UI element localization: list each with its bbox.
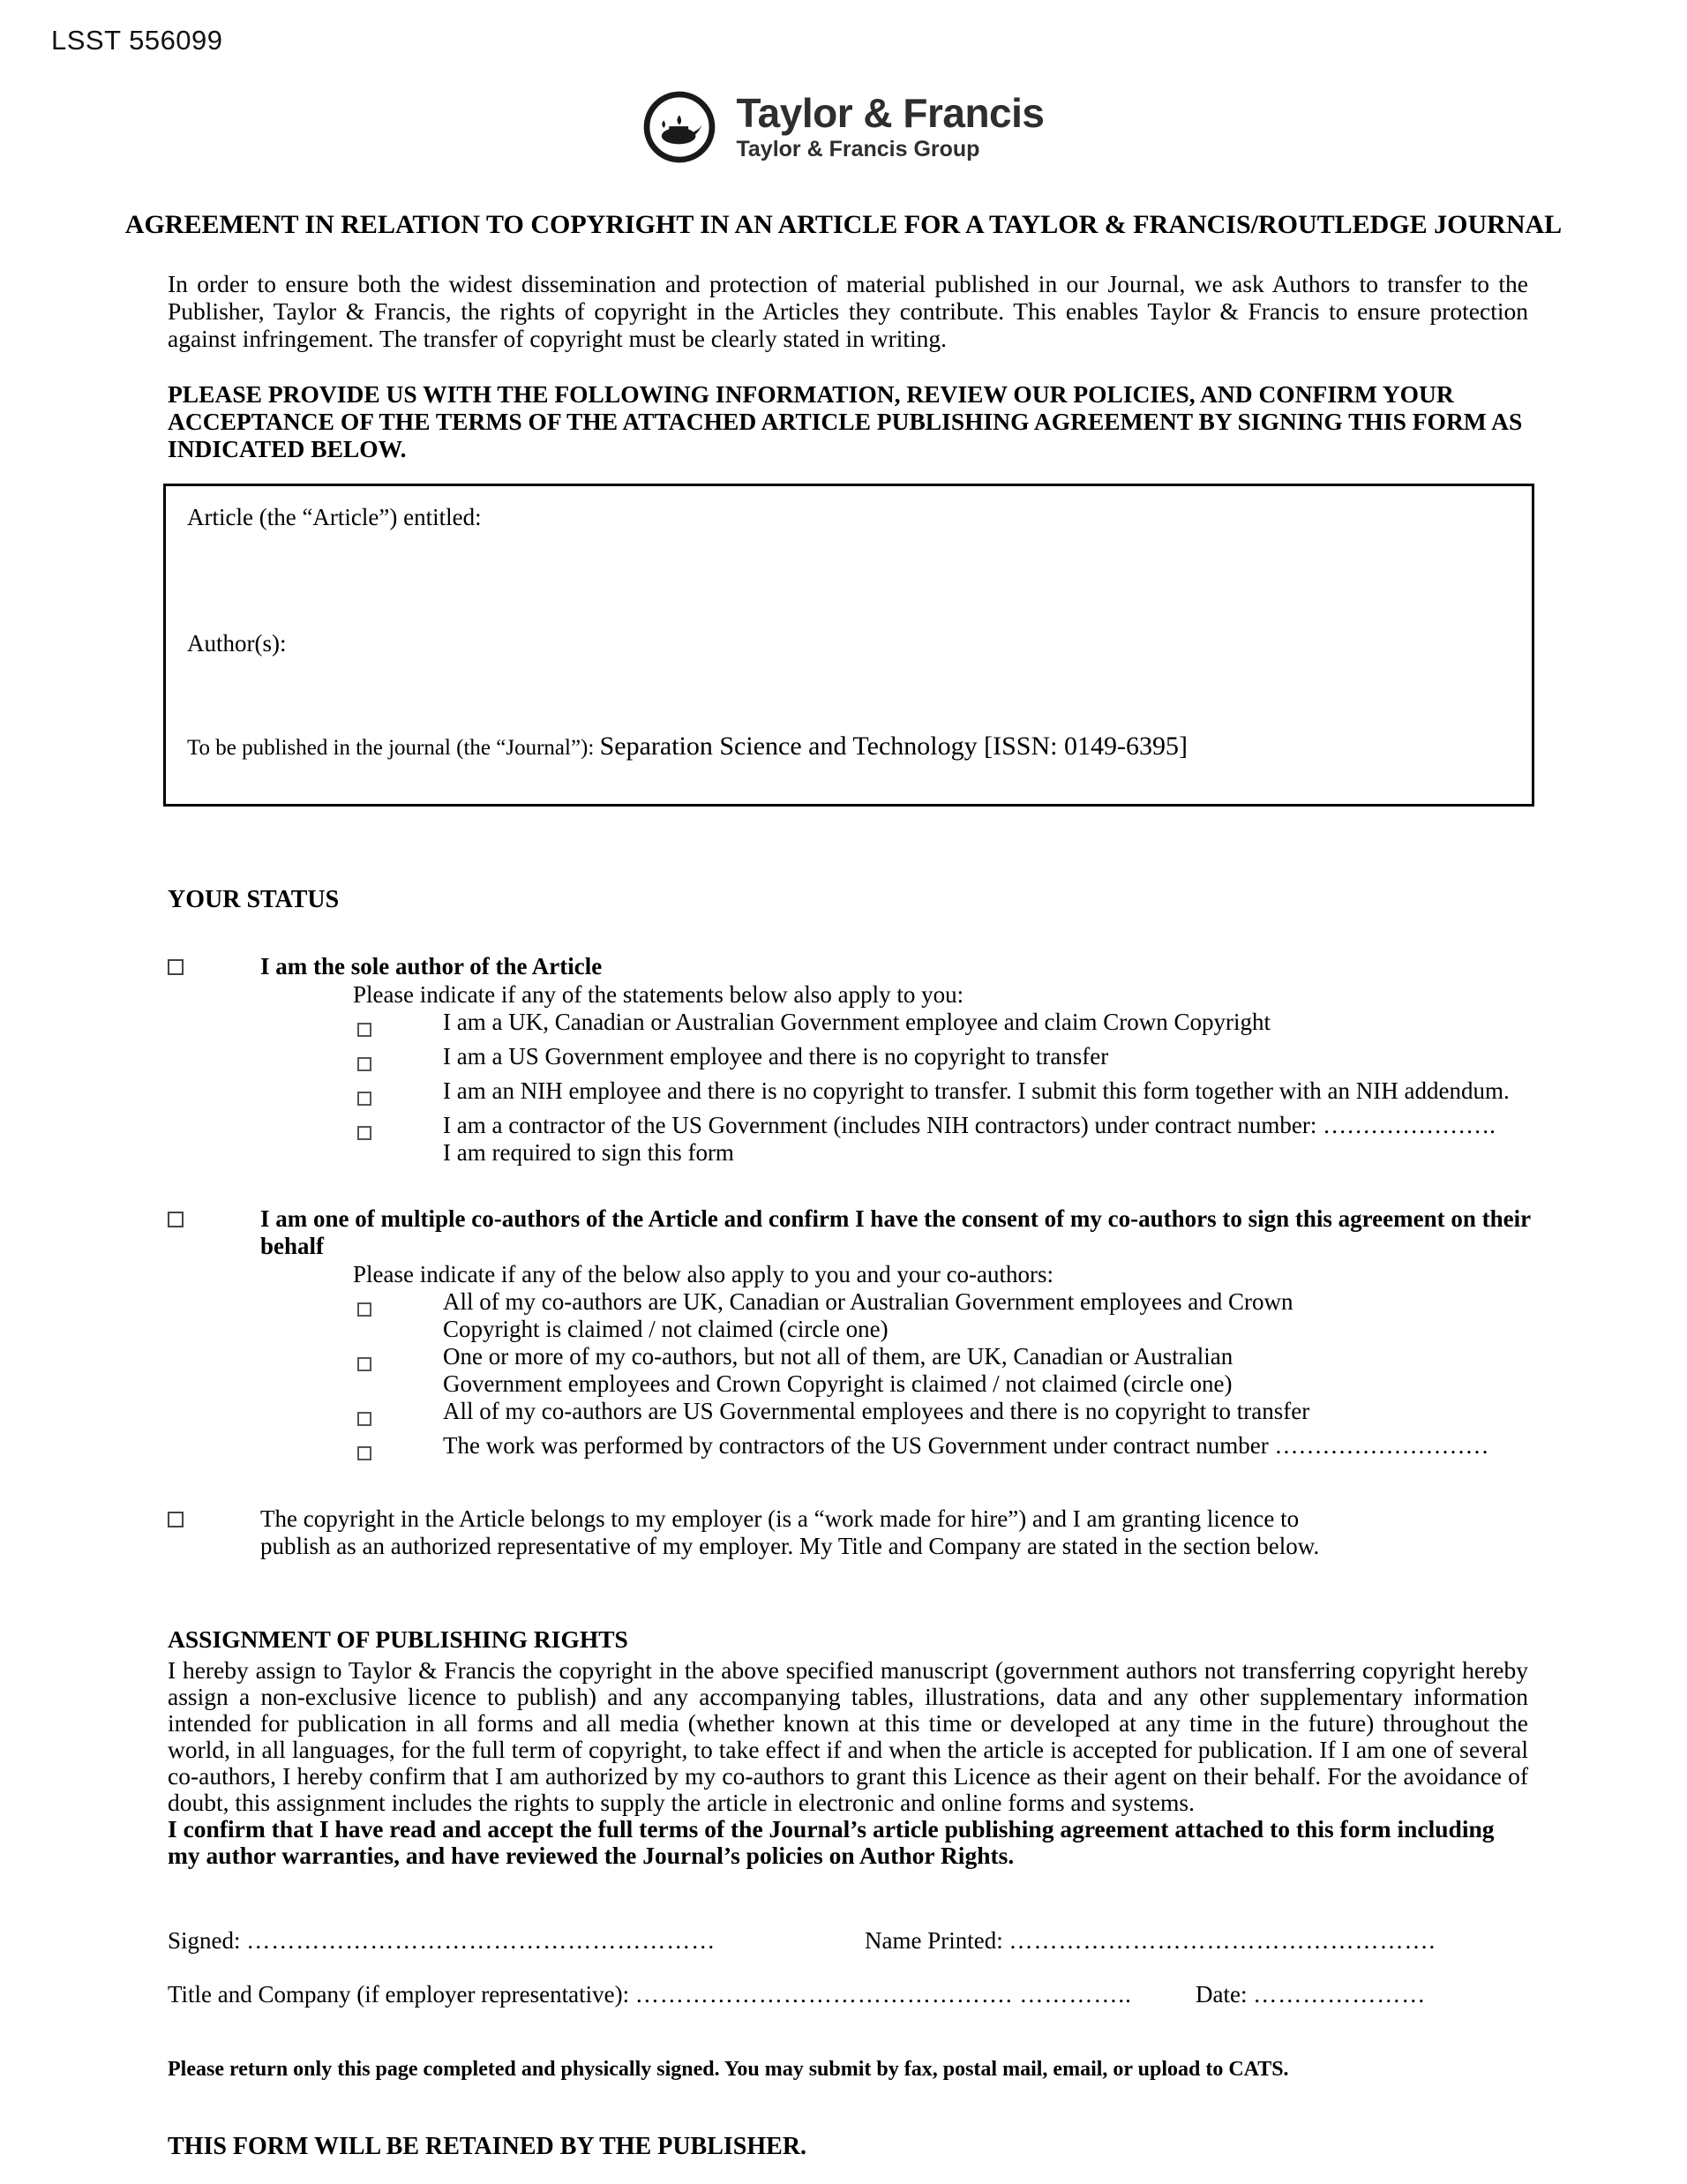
option1-sub3 — [357, 1077, 1535, 1112]
article-info-box — [163, 484, 1534, 807]
assignment-body: I hereby assign to Taylor & Francis the copyright in the above specified manuscript (government authors not transferring copyright hereby assign a non-exclusive licence to publish) and any accompanying tables, illustrations, data and any other supplementary information intended for publication in all forms and all media (whether known at this time or developed at any time in the future) throughout the world, in all languages, for the full term of copyright, to take effect if and when the article is accepted for publication. If I am one of several co-authors, I hereby confirm that I am authorized by my co-authors to grant this Licence as their agent on their behalf. For the avoidance of doubt, this assignment includes the rights to supply the article in electronic and online forms and systems. — [168, 1656, 1528, 1816]
logo-name: Taylor & Francis — [736, 90, 1045, 137]
name-printed-label: Name Printed: — [865, 1927, 1003, 1954]
work-for-hire-line1: The copyright in the Article belongs to my employer (is a “work made for hire”) and I am granting licence to — [260, 1505, 1300, 1532]
option2-sub4 — [357, 1432, 1535, 1467]
journal-value: Separation Science and Technology [ISSN: 0149-6395] — [599, 732, 1188, 761]
all-coauthors-crown-checkbox[interactable] — [357, 1302, 371, 1317]
nih-employee-checkbox[interactable] — [357, 1092, 371, 1106]
option1-sub2 — [357, 1043, 1535, 1077]
option2-intro: Please indicate if any of the below also apply to you and your co-authors: — [353, 1261, 1054, 1287]
option2-sub1-line2: Copyright is claimed / not claimed (circle one) — [443, 1316, 888, 1342]
option2-sub1-line1: All of my co-authors are UK, Canadian or Australian Government employees and Crown — [443, 1288, 1293, 1315]
return-instructions: Please return only this page completed and physically signed. You may submit by fax, postal mail, email, or upload to CATS. — [168, 2058, 1289, 2081]
option1-sub2-text: I am a US Government employee and there is no copyright to transfer — [443, 1043, 1109, 1069]
retained-by-publisher-note: THIS FORM WILL BE RETAINED BY THE PUBLISHER. — [168, 2133, 807, 2160]
journal-line — [187, 732, 1511, 762]
date-line[interactable]: ………………… — [1253, 1981, 1427, 2008]
option1-sub1-text: I am a UK, Canadian or Australian Government employee and claim Crown Copyright — [443, 1009, 1271, 1035]
taylor-francis-lamp-icon — [642, 90, 716, 164]
publisher-logo — [0, 0, 1687, 164]
sole-author-label: I am the sole author of the Article — [260, 953, 603, 979]
option2-sub3 — [357, 1398, 1535, 1432]
signature-row — [168, 1927, 1528, 1955]
some-coauthors-crown-checkbox[interactable] — [357, 1357, 371, 1371]
instructions-notice: PLEASE PROVIDE US WITH THE FOLLOWING INFORMATION, REVIEW OUR POLICIES, AND CONFIRM YOUR ACCEPTANCE OF THE TERMS OF THE ATTACHED ARTICLE PUBLISHING AGREEMENT BY SIGNING THIS FORM AS INDICATED BELOW. — [168, 380, 1523, 462]
article-title-label: Article (the “Article”) entitled: — [187, 504, 482, 530]
signed-line[interactable]: ………………………………………………… — [246, 1927, 716, 1954]
agreement-title: AGREEMENT IN RELATION TO COPYRIGHT IN AN ARTICLE FOR A TAYLOR & FRANCIS/ROUTLEDGE JOURNAL — [124, 210, 1563, 239]
option2-sub3-text: All of my co-authors are US Governmental employees and there is no copyright to transfer — [443, 1398, 1310, 1424]
co-authors-checkbox[interactable] — [168, 1212, 184, 1227]
assignment-heading: ASSIGNMENT OF PUBLISHING RIGHTS — [168, 1625, 628, 1653]
option1-intro: Please indicate if any of the statements below also apply to you: — [353, 981, 964, 1008]
logo-text — [736, 92, 1044, 161]
signed-label: Signed: — [168, 1927, 241, 1954]
assignment-confirmation: I confirm that I have read and accept the full terms of the Journal’s article publishing agreement attached to this form including my author warranties, and have reviewed the Journal’s policies on Author Rights. — [168, 1815, 1495, 1869]
option2-sub1 — [357, 1288, 1535, 1343]
status-option-co-authors — [168, 1205, 1531, 1467]
option1-sub3-text: I am an NIH employee and there is no copyright to transfer. I submit this form together with an NIH addendum. — [443, 1077, 1510, 1104]
all-coauthors-us-gov-checkbox[interactable] — [357, 1412, 371, 1426]
title-company-label: Title and Company (if employer representative): — [168, 1981, 630, 2008]
work-for-hire-checkbox[interactable] — [168, 1512, 184, 1527]
name-printed-line[interactable]: ……………………………………………. — [1008, 1927, 1436, 1954]
option1-sub4 — [357, 1112, 1535, 1167]
uk-gov-employee-checkbox[interactable] — [357, 1023, 371, 1037]
sole-author-checkbox[interactable] — [168, 959, 184, 975]
work-for-hire-line2: publish as an authorized representative of my employer. My Title and Company are stated in the section below. — [260, 1533, 1320, 1559]
title-company-line[interactable]: ………………………………………. ………….. — [634, 1981, 1132, 2008]
us-contractor-checkbox[interactable] — [357, 1126, 371, 1140]
journal-label: To be published in the journal (the “Journal”): — [187, 736, 595, 760]
option2-sub2-line2: Government employees and Crown Copyright is claimed / not claimed (circle one) — [443, 1370, 1233, 1397]
us-gov-contract-work-checkbox[interactable] — [357, 1446, 371, 1460]
us-gov-employee-checkbox[interactable] — [357, 1057, 371, 1071]
option1-sub1 — [357, 1009, 1535, 1043]
status-option-sole-author — [168, 953, 1528, 1167]
authors-label: Author(s): — [187, 630, 287, 657]
option1-sub4-line2: I am required to sign this form — [443, 1139, 734, 1166]
option1-sub4-line1: I am a contractor of the US Government (includes NIH contractors) under contract number: …………………. — [443, 1112, 1496, 1138]
intro-paragraph: In order to ensure both the widest dissemination and protection of material published in our Journal, we ask Authors to transfer to the Publisher, Taylor & Francis, the rights of copyright in the Articles they contribute. This enables Taylor & Francis to ensure protection against infringement. The transfer of copyright must be clearly stated in writing. — [168, 270, 1528, 352]
document-reference: LSST 556099 — [51, 25, 223, 56]
option2-sub2 — [357, 1343, 1535, 1398]
date-label: Date: — [1196, 1981, 1248, 2008]
option2-sub2-line1: One or more of my co-authors, but not all of them, are UK, Canadian or Australian — [443, 1343, 1233, 1370]
option2-sub4-text: The work was performed by contractors of the US Government under contract number ……………………… — [443, 1432, 1489, 1459]
co-authors-label: I am one of multiple co-authors of the Article and confirm I have the consent of my co-authors to sign this agreement on their behalf — [260, 1205, 1531, 1259]
title-company-row — [168, 1981, 1528, 2008]
status-option-work-for-hire — [168, 1505, 1528, 1560]
logo-group-name: Taylor & Francis Group — [736, 136, 980, 161]
your-status-heading: YOUR STATUS — [168, 886, 340, 913]
